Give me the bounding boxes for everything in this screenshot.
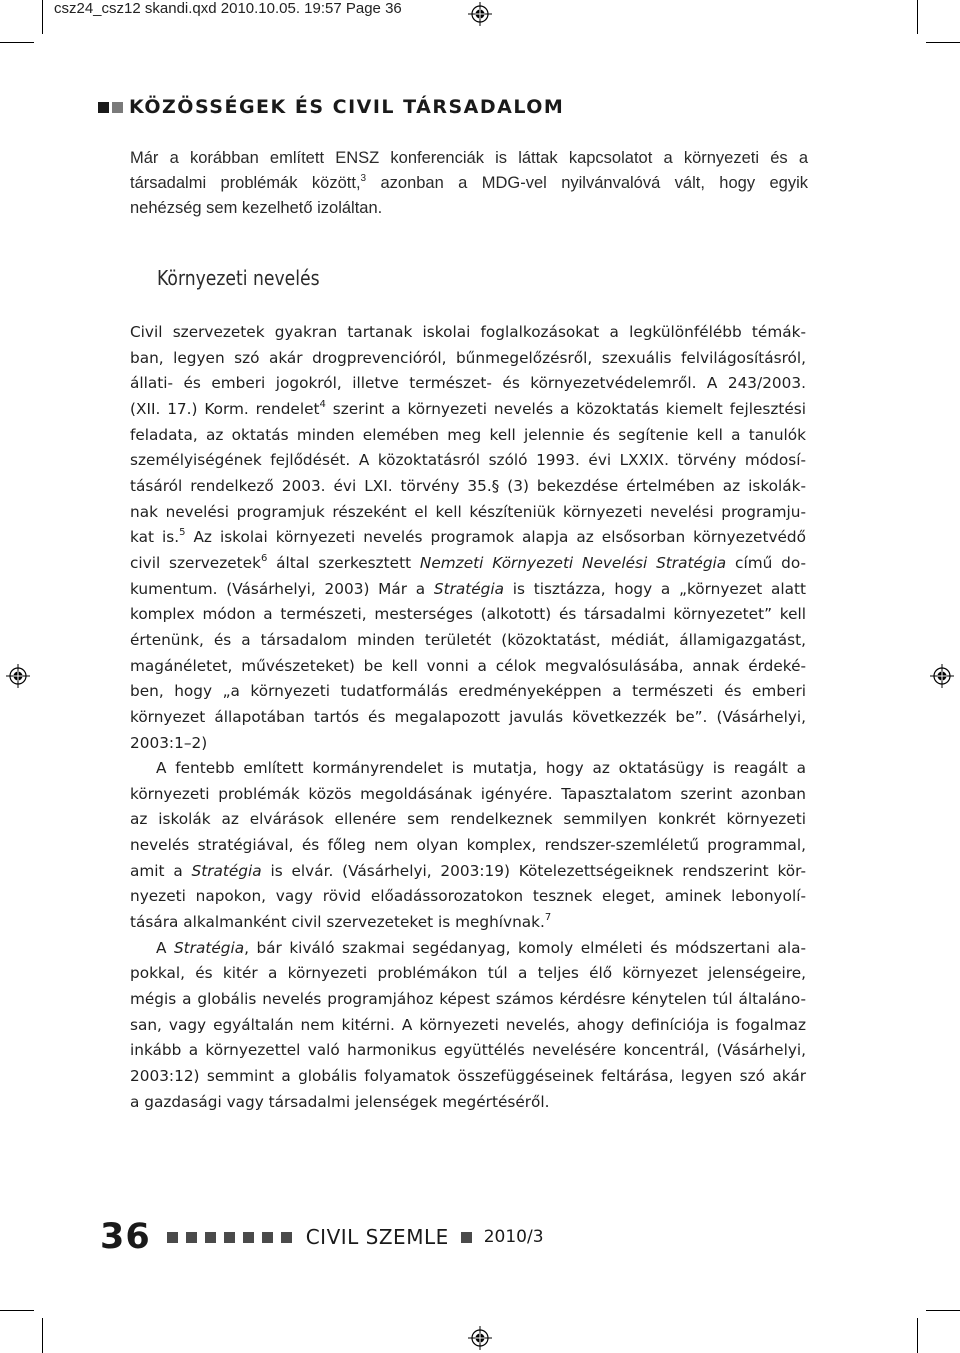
footer-square-bullet: [167, 1232, 178, 1243]
crop-mark-top-left-horizontal: [0, 42, 34, 43]
body-text: [130, 320, 806, 1115]
crop-mark-bottom-left-horizontal: [0, 1310, 34, 1311]
crop-mark-bottom-left-vertical: [42, 1318, 43, 1353]
journal-issue: 2010/3: [483, 1227, 544, 1247]
subsection-title: Környezeti nevelés: [157, 266, 320, 290]
text-line: (XII. 17.) Korm. rendelet$^4$ szerint a környezeti nevelés a közoktatás kiemelt fejlesztési: [130, 398, 807, 418]
footnote-ref: 7: [544, 912, 552, 923]
intro-line: társadalmi problémák között,$^3$ azonban a MDG-vel nyilvánvalóvá vált, hogy egyik: [130, 172, 808, 192]
crop-mark-bottom-right-vertical: [917, 1318, 918, 1353]
text-line: 2003:1–2): [130, 733, 208, 752]
text-line: mégis a globális nevelés programjához képest számos kérdésre kénytelen túl általáno-: [130, 990, 806, 1009]
section-header: [98, 94, 564, 120]
text-line: pokkal, és kitér a környezeti problémákon túl a teljes élő környezet jelenségeire,: [130, 964, 806, 983]
print-slug: csz24_csz12 skandi.qxd 2010.10.05. 19:57 Page 36: [54, 0, 402, 17]
text-line: állati- és emberi jogokról, illetve természet- és környezetvédelemről. A 243/2003.: [130, 374, 806, 393]
footer-square-bullet: [262, 1232, 273, 1243]
footer-square-bullet: [243, 1232, 254, 1243]
text-line: feladata, az oktatás minden elemében meg kell jelennie és segítenie kell a tanulók: [130, 425, 806, 444]
registration-mark-icon: [6, 664, 30, 688]
intro-line: nehézség sem kezelhető izoláltan.: [130, 199, 383, 217]
page-number: 36: [100, 1217, 151, 1257]
intro-line: Már a korábban említett ENSZ konferenciák is láttak kapcsolatot a környezeti és a: [130, 149, 808, 167]
footnote-ref: 5: [179, 527, 186, 539]
text-line: magánéletet, művészeteket) be kell vonni a célok megvalósulásába, annak érdeké-: [130, 656, 806, 675]
section-title: KÖZÖSSÉGEK ÉS CIVIL TÁRSADALOM: [129, 96, 565, 118]
text-line: környezet állapotában tartós és megalapozott javulás következzék be”. (Vásárhelyi,: [130, 707, 806, 726]
text-line: tására alkalmanként civil szervezeteket is meghívnak.$^7$: [130, 912, 552, 932]
journal-name: CIVIL SZEMLE: [305, 1225, 449, 1249]
footer-square-bullet: [186, 1232, 197, 1243]
registration-mark-icon: [468, 1326, 492, 1350]
footnote-ref: 4: [319, 398, 326, 410]
text-line: komplex módon a természeti, mesterséges (alkotott) és társadalmi környezetet” kell: [130, 605, 806, 624]
text-line: környezeti problémák közös megoldásának igényére. Tapasztalatom szerint azonban: [130, 784, 806, 803]
crop-mark-top-right-horizontal: [926, 42, 960, 43]
text-line: A Stratégia, bár kiváló szakmai segédanyag, komoly elméleti és módszertani ala-: [156, 938, 806, 957]
footer-square-bullet: [224, 1232, 235, 1243]
text-line: A fentebb említett kormányrendelet is mutatja, hogy az oktatásügy is reagált a: [156, 759, 806, 778]
text-line: értenünk, és a társadalom minden területét (közoktatást, médiát, államigazgatást,: [130, 630, 806, 649]
text-line: nevelés stratégiával, és főleg nem olyan komplex, rendszer-szemléletű programmal,: [130, 836, 806, 855]
text-line: nyezeti napokon, vagy rövid előadássorozatokon tesznek eleget, aminek lebonyolí-: [130, 887, 806, 906]
registration-mark-icon: [468, 2, 492, 26]
text-line: a gazdasági vagy társadalmi jelenségek megértéséről.: [130, 1092, 550, 1111]
footnote-ref: 6: [260, 552, 268, 564]
text-line: ben, hogy „a környezeti tudatformálás eredményeképpen a természeti és emberi: [130, 682, 806, 701]
registration-mark-icon: [930, 664, 954, 688]
footer-square-bullet: [461, 1232, 472, 1243]
text-line: nak nevelési programjuk részeként el kell készíteniük környezeti nevelési programju-: [130, 502, 806, 521]
black-square-bullet: [98, 102, 109, 113]
crop-mark-top-left-vertical: [42, 0, 43, 34]
intro-paragraph: [130, 146, 808, 221]
text-line: inkább a környezettel való harmonikus együttélés nevelésére koncentrál, (Vásárhelyi,: [130, 1041, 806, 1060]
footer-square-bullet: [205, 1232, 216, 1243]
text-line: amit a Stratégia is elvár. (Vásárhelyi, 2003:19) Kötelezettségeiknek rendszerint kör-: [130, 861, 806, 880]
page-footer: [100, 1217, 544, 1257]
text-line: kumentum. (Vásárhelyi, 2003) Már a Stratégia is tisztázza, hogy a „környezet alatt: [130, 579, 806, 598]
text-line: személyiségének fejlődését. A közoktatásról szóló 1993. évi LXXIX. törvény módosí-: [130, 451, 806, 470]
text-line: az iskolák az elvárások ellenére sem rendelkeznek semmilyen konkrét környezeti: [130, 810, 806, 829]
text-line: 2003:12) semmint a globális folyamatok összefüggéseinek feltárása, legyen szó akár: [130, 1067, 806, 1086]
text-line: san, vagy egyáltalán nem kitérni. A környezeti nevelés, ahogy definíciója is fogalmaz: [130, 1015, 806, 1034]
text-line: kat is.$^5$ Az iskolai környezeti nevelés programok alapja az elsősorban környezetvédő: [130, 527, 807, 547]
text-line: civil szervezetek$^6$ által szerkesztett Nemzeti Környezeti Nevelési Stratégia című do-: [130, 552, 806, 572]
text-line: tásáról rendelkező 2003. évi LXI. törvény 35.§ (3) bekezdése értelmében az iskolák-: [130, 476, 806, 495]
footnote-ref: 3: [360, 172, 367, 184]
crop-mark-top-right-vertical: [917, 0, 918, 34]
text-line: ban, legyen szó akár drogprevencióról, bűnmegelőzésről, szexuális felvilágosításról,: [130, 348, 806, 367]
crop-mark-bottom-right-horizontal: [926, 1310, 960, 1311]
text-line: Civil szervezetek gyakran tartanak iskolai foglalkozásokat a legkülönfélébb témák-: [130, 323, 806, 341]
gray-square-bullet: [112, 102, 123, 113]
footer-square-bullet: [281, 1232, 292, 1243]
